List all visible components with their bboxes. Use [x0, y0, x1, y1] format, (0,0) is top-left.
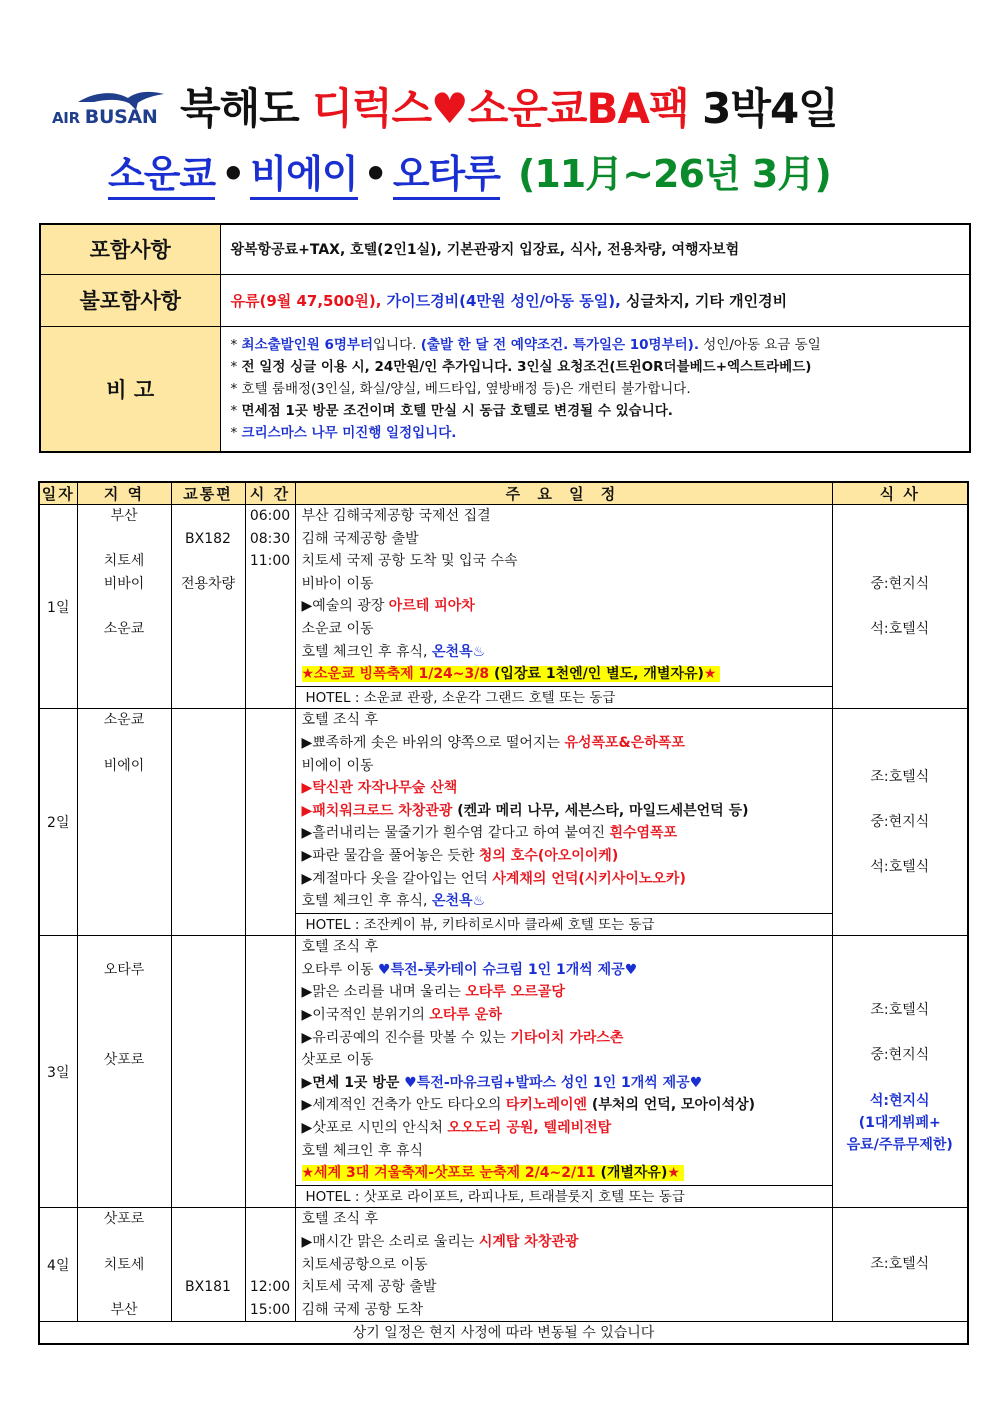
region-line — [78, 913, 171, 936]
time — [245, 1208, 295, 1322]
itinerary-line: 호텔 체크인 후 휴식, 온천욕♨ — [301, 893, 486, 910]
meal-item: 중:현지식 — [870, 1046, 930, 1063]
transport-line — [172, 1299, 245, 1322]
transport-line — [172, 845, 245, 868]
transport-line — [172, 595, 245, 618]
region-line: 오타루 — [103, 961, 145, 978]
itinerary-line: 호텔 조식 후 — [301, 1211, 379, 1228]
transport-line — [172, 1140, 245, 1163]
transport-line — [172, 550, 245, 573]
transport-line — [172, 505, 245, 528]
time-line — [246, 1072, 295, 1095]
meal-special: 석:현지식 — [869, 1092, 930, 1109]
region-line: 삿포로 — [103, 1211, 145, 1228]
time-line — [246, 595, 295, 618]
region-line — [78, 663, 171, 686]
transport-line — [172, 755, 245, 778]
itinerary-line: 호텔 체크인 후 휴식 — [301, 1142, 424, 1159]
transport-line — [172, 1117, 245, 1140]
region-line — [78, 686, 171, 709]
transport-line: 전용차량 — [180, 575, 236, 592]
time-line: 11:00 — [249, 553, 291, 570]
time-line — [246, 755, 295, 778]
region-line: 소운쿄 — [103, 712, 145, 729]
meal-item: 중:현지식 — [870, 813, 930, 830]
itinerary-line: ▶매시간 맑은 소리로 울리는 시계탑 차창관광 — [301, 1234, 579, 1250]
time-line — [246, 1027, 295, 1050]
itinerary-line: ▶파란 물감을 풀어놓은 듯한 청의 호수(아오이이케) — [301, 847, 619, 864]
header-time: 시 간 — [245, 482, 295, 505]
region-line — [78, 1117, 171, 1140]
region-line — [78, 1162, 171, 1185]
day-row — [39, 936, 968, 1208]
region-line — [78, 595, 171, 618]
time-line — [246, 1185, 295, 1208]
time — [245, 936, 295, 1208]
time-line — [246, 1162, 295, 1185]
time-line — [246, 1140, 295, 1163]
time-line — [246, 686, 295, 709]
itinerary-line — [296, 663, 832, 686]
header-region: 지 역 — [77, 482, 171, 505]
region-line — [78, 1027, 171, 1050]
itinerary-line: ▶유리공예의 진수를 맛볼 수 있는 기타이치 가라스촌 — [301, 1029, 624, 1046]
day-row — [39, 505, 968, 709]
travel-period: (11月~26년 3月) — [517, 152, 831, 196]
time — [245, 505, 295, 709]
time-line — [246, 732, 295, 755]
destination-2: 비에이 — [250, 152, 357, 200]
transport — [171, 936, 245, 1208]
time-line — [246, 573, 295, 596]
time-line — [246, 1094, 295, 1117]
transport-line — [172, 822, 245, 845]
note-item: * 전 일정 싱글 이용 시, 24만원/인 추가입니다. 3인실 요청조건(트윈OR더블베드+엑스트라베드) — [230, 358, 812, 375]
itinerary-line: ▶탁신관 자작나무숲 산책 — [301, 780, 458, 797]
day-number: 3일 — [39, 936, 77, 1208]
hotel-line: HOTEL : 소운쿄 관광, 소운각 그랜드 호텔 또는 동급 — [296, 686, 833, 709]
transport-line — [172, 1049, 245, 1072]
time-line — [246, 1049, 295, 1072]
region-line: 부산 — [110, 1301, 138, 1318]
time-line — [246, 709, 295, 732]
meal-special: 음료/주류무제한) — [846, 1136, 953, 1153]
itinerary-line: 삿포로 이동 — [301, 1052, 374, 1069]
itinerary — [295, 709, 832, 936]
header-transport: 교통편 — [171, 482, 245, 505]
transport-line — [172, 1094, 245, 1117]
region-line — [78, 981, 171, 1004]
time-line — [246, 800, 295, 823]
meal-item: 중:현지식 — [870, 575, 930, 592]
included-value: 왕복항공료+TAX, 호텔(2인1실), 기본관광지 입장료, 식사, 전용차량, 여행자보험 — [220, 224, 970, 274]
meal-item: 석:호텔식 — [870, 620, 930, 637]
meal-item: 조:호텔식 — [870, 768, 930, 785]
itinerary — [295, 936, 832, 1208]
time-line — [246, 868, 295, 891]
region-line — [78, 777, 171, 800]
time — [245, 709, 295, 936]
region-line — [78, 868, 171, 891]
transport-line — [172, 1208, 245, 1231]
region — [77, 709, 171, 936]
meals — [832, 709, 968, 936]
itinerary-line: 김해 국제 공항 도착 — [301, 1301, 424, 1318]
transport-line — [172, 686, 245, 709]
included-label: 포함사항 — [40, 224, 220, 274]
time-line — [246, 959, 295, 982]
itinerary-line: ▶계절마다 옷을 갈아입는 언덕 사계채의 언덕(시키사이노오카) — [301, 870, 686, 887]
itinerary-line: ▶뾰족하게 솟은 바위의 양쪽으로 떨어지는 유성폭포&은하폭포 — [301, 734, 685, 751]
day-number: 1일 — [39, 505, 77, 709]
transport-line — [172, 1185, 245, 1208]
transport-line — [172, 1231, 245, 1254]
itinerary-line: 치토세 국제 공항 출발 — [301, 1279, 437, 1296]
time-line — [246, 1117, 295, 1140]
festival-highlight: ★세계 3대 겨울축제-삿포로 눈축제 2/4~2/11 (개별자유)★ — [302, 1165, 684, 1181]
itinerary-line: 소운쿄 이동 — [301, 620, 374, 637]
transport-line: BX182 — [185, 530, 231, 547]
day-number: 2일 — [39, 709, 77, 936]
meals — [832, 936, 968, 1208]
itinerary-line: ▶흘러내리는 물줄기가 흰수염 같다고 하여 붙여진 흰수염폭포 — [301, 825, 678, 842]
transport-line — [172, 1162, 245, 1185]
time-line — [246, 913, 295, 936]
time-line: 08:30 — [249, 530, 291, 547]
transport-line — [172, 981, 245, 1004]
note-item: * 크리스마스 나무 미진행 일정입니다. — [230, 424, 457, 441]
itinerary-line: ▶삿포로 시민의 안식처 오오도리 공원, 텔레비전탑 — [301, 1120, 612, 1137]
region-line: 비에이 — [103, 757, 145, 774]
transport-line — [172, 663, 245, 686]
time-line — [246, 1254, 295, 1277]
time-line: 15:00 — [249, 1301, 291, 1318]
day-number: 4일 — [39, 1208, 77, 1322]
itinerary-line: ▶맑은 소리를 내며 울리는 오타루 오르골당 — [301, 984, 565, 1001]
region — [77, 1208, 171, 1322]
excluded-value: 유류(9월 47,500원), 가이드경비(4만원 성인/아동 동일), 싱글차지, 기타 개인경비 — [220, 274, 970, 326]
region-line — [78, 800, 171, 823]
info-table — [39, 223, 971, 453]
hotel-line: HOTEL : 조잔케이 뷰, 키타히로시마 클라쎄 호텔 또는 동급 — [296, 913, 833, 936]
region-line — [78, 1072, 171, 1095]
day-row — [39, 1208, 968, 1322]
transport-line — [172, 959, 245, 982]
transport-line — [172, 1027, 245, 1050]
meals — [832, 1208, 968, 1322]
transport-line — [172, 777, 245, 800]
notes-cell — [220, 326, 970, 452]
destinations-subtitle: 소운쿄 • 비에이 • 오타루 (11月~26년 3月) — [108, 143, 831, 198]
region-line — [78, 1140, 171, 1163]
region-line: 비바이 — [103, 575, 145, 592]
time-line — [246, 641, 295, 664]
transport-line — [172, 1004, 245, 1027]
region-line: 치토세 — [103, 553, 145, 570]
time-line — [246, 663, 295, 686]
note-item: * 호텔 룸배정(3인실, 화실/양실, 베드타입, 옆방배정 등)은 개런티 불가합니다. — [230, 380, 691, 397]
time-line — [246, 618, 295, 641]
time-line — [246, 1231, 295, 1254]
itinerary-line: 비바이 이동 — [301, 575, 374, 592]
transport-line — [172, 868, 245, 891]
schedule-footer-note: 상기 일정은 현지 사정에 따라 변동될 수 있습니다 — [39, 1322, 968, 1344]
transport-line — [172, 732, 245, 755]
region-line — [78, 528, 171, 551]
transport-line — [172, 936, 245, 959]
itinerary-line: 부산 김해국제공항 국제선 집결 — [301, 508, 491, 524]
time-line — [246, 1208, 295, 1231]
itinerary-line: 호텔 체크인 후 휴식, 온천욕♨ — [301, 643, 486, 660]
region-line — [78, 890, 171, 913]
time-line — [246, 890, 295, 913]
region-line — [78, 1185, 171, 1208]
region-line — [78, 1276, 171, 1299]
itinerary-line: ▶면세 1곳 방문 ♥특전-마유크림+발파스 성인 1인 1개씩 제공♥ — [301, 1074, 703, 1091]
meal-special: (1대게뷔페+ — [858, 1114, 941, 1131]
time-line: 12:00 — [249, 1279, 291, 1296]
transport — [171, 1208, 245, 1322]
note-item: * 면세점 1곳 방문 조건이며 호텔 만실 시 동급 호텔로 변경될 수 있습니다. — [230, 402, 673, 419]
transport-line — [172, 1072, 245, 1095]
time-line — [246, 981, 295, 1004]
transport-line — [172, 1254, 245, 1277]
itinerary — [295, 1208, 832, 1322]
itinerary-line: 오타루 이동 ♥특전-롯카테이 슈크림 1인 1개씩 제공♥ — [301, 961, 638, 978]
itinerary-line: 비에이 이동 — [301, 757, 374, 774]
festival-highlight: ★소운쿄 빙폭축제 1/24~3/8 (입장료 1천엔/인 별도, 개별자유)★ — [302, 666, 721, 682]
header-day: 일자 — [39, 482, 77, 505]
region-line — [78, 1231, 171, 1254]
time-line: 06:00 — [249, 508, 291, 524]
transport-line — [172, 890, 245, 913]
transport-line — [172, 709, 245, 732]
logo-text: AIR BUSAN — [52, 106, 158, 128]
itinerary-line: ▶예술의 광장 아르테 피아차 — [301, 598, 475, 615]
itinerary-line: 치토세공항으로 이동 — [301, 1256, 428, 1273]
destination-3: 오타루 — [393, 152, 500, 200]
destination-1: 소운쿄 — [108, 152, 215, 200]
region — [77, 505, 171, 709]
time-line — [246, 845, 295, 868]
note-item: * 최소출발인원 6명부터입니다. (출발 한 달 전 예약조건. 특가일은 10명부터). 성인/아동 요금 동일 — [230, 336, 821, 353]
region-line: 삿포로 — [103, 1052, 145, 1069]
transport-line — [172, 913, 245, 936]
day-row — [39, 709, 968, 936]
itinerary-line: ▶패치워크로드 차창관광 (켄과 메리 나무, 세븐스타, 마일드세븐언덕 등) — [301, 802, 749, 819]
header-meal: 식 사 — [832, 482, 968, 505]
transport-line: BX181 — [185, 1279, 231, 1296]
transport-line — [172, 641, 245, 664]
itinerary-line: ▶세계적인 건축가 안도 타다오의 타키노레이엔 (부처의 언덕, 모아이석상) — [301, 1097, 756, 1114]
itinerary-line: 호텔 조식 후 — [301, 939, 379, 956]
note-label: 비 고 — [40, 326, 220, 452]
region-line: 부산 — [110, 508, 138, 524]
hotel-line: HOTEL : 삿포로 라이포트, 라피나토, 트래블룻지 호텔 또는 동급 — [296, 1185, 833, 1208]
region-line — [78, 641, 171, 664]
transport-line — [172, 618, 245, 641]
region-line — [78, 732, 171, 755]
air-busan-logo — [52, 88, 168, 132]
meals — [832, 505, 968, 709]
meal-item: 조:호텔식 — [870, 1256, 930, 1273]
itinerary — [295, 505, 832, 709]
transport — [171, 709, 245, 936]
itinerary-line: 김해 국제공항 출발 — [301, 530, 419, 547]
time-line — [246, 1004, 295, 1027]
header-itinerary: 주 요 일 정 — [295, 482, 832, 505]
transport-line — [172, 800, 245, 823]
itinerary-line: ▶이국적인 분위기의 오타루 운하 — [301, 1007, 502, 1024]
region-line — [78, 845, 171, 868]
region-line: 소운쿄 — [103, 620, 145, 637]
time-line — [246, 822, 295, 845]
itinerary-line — [296, 1162, 832, 1185]
transport — [171, 505, 245, 709]
region-line — [78, 1004, 171, 1027]
region — [77, 936, 171, 1208]
page-title: 북해도 디럭스♥소운쿄BA팩 3박4일 — [180, 84, 838, 133]
schedule-table — [38, 481, 969, 1345]
meal-item: 석:호텔식 — [870, 858, 930, 875]
region-line: 치토세 — [103, 1256, 145, 1273]
excluded-label: 불포함사항 — [40, 274, 220, 326]
region-line — [78, 936, 171, 959]
region-line — [78, 822, 171, 845]
region-line — [78, 1094, 171, 1117]
itinerary-line: 호텔 조식 후 — [301, 712, 379, 729]
itinerary-line: 치토세 국제 공항 도착 및 입국 수속 — [301, 553, 518, 570]
time-line — [246, 936, 295, 959]
time-line — [246, 777, 295, 800]
meal-item: 조:호텔식 — [870, 1001, 930, 1018]
